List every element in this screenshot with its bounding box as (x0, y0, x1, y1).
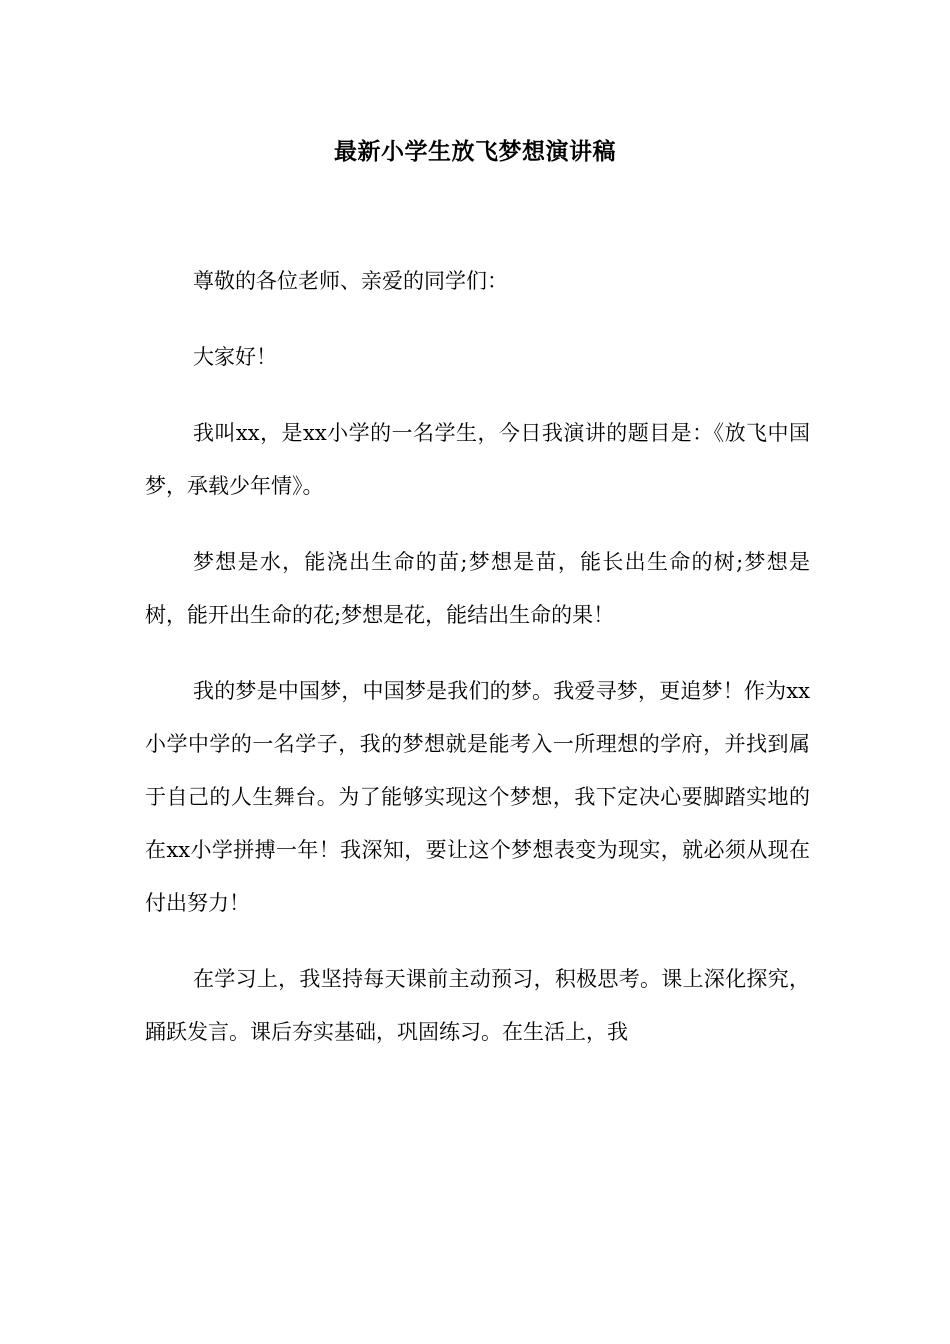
paragraph-dream-metaphor: 梦想是水，能浇出生命的苗;梦想是苗，能长出生命的树;梦想是树，能开出生命的花;梦想是花，能结出生命的果！ (145, 550, 810, 627)
paragraph-salutation: 尊敬的各位老师、亲爱的同学们： (193, 269, 508, 293)
document-title: 最新小学生放飞梦想演讲稿 (334, 139, 616, 165)
paragraph-introduction: 我叫xx，是xx小学的一名学生，今日我演讲的题目是：《放飞中国梦，承载少年情》。 (145, 421, 810, 498)
paragraph-china-dream: 我的梦是中国梦，中国梦是我们的梦。我爱寻梦，更追梦！作为xx小学中学的一名学子，我的梦想就是能考入一所理想的学府，并找到属于自己的人生舞台。为了能够实现这个梦想，我下定决心要脚踏实地的在xx小学拼搏一年！我深知，要让这个梦想表变为现实，就必须从现在付出努力！ (145, 679, 810, 915)
paragraph-greeting: 大家好！ (193, 345, 277, 369)
paragraph-study: 在学习上，我坚持每天课前主动预习，积极思考。课上深化探究，踊跃发言。课后夯实基础，巩固练习。在生活上，我 (145, 967, 810, 1044)
document-body (145, 255, 810, 1082)
